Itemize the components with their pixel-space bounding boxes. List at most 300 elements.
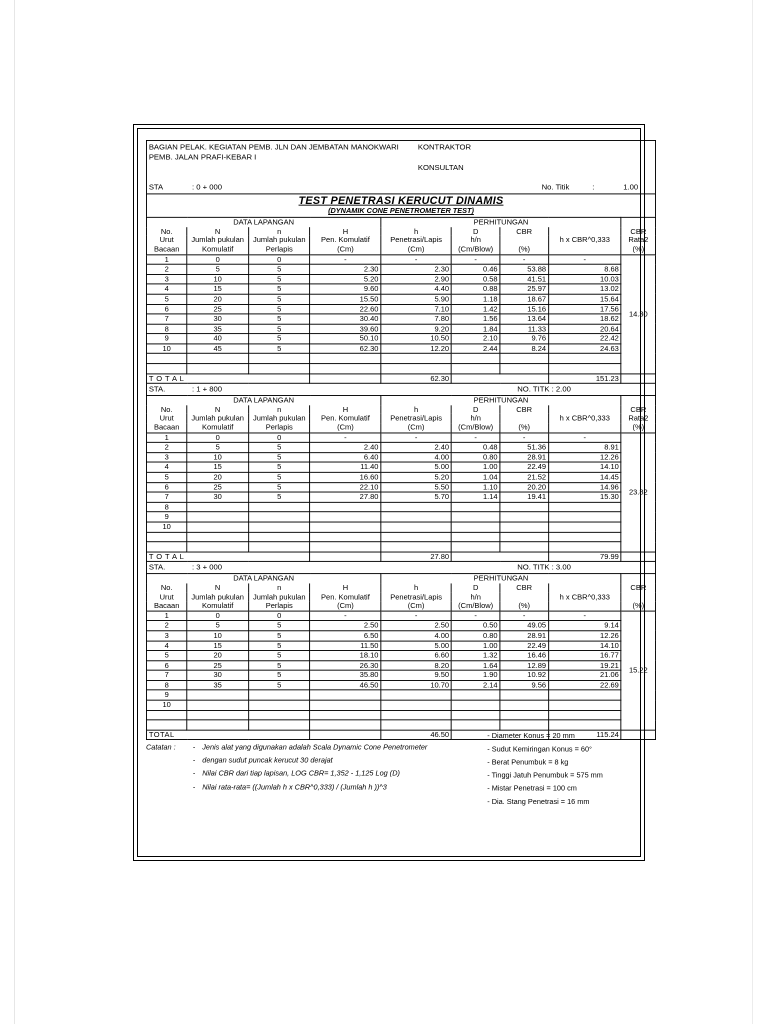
section-1 xyxy=(146,217,656,384)
column-header-c1: Bacaan xyxy=(146,245,186,254)
table-row xyxy=(146,314,655,324)
column-header-c1: No. xyxy=(146,583,186,592)
table-cell: 4 xyxy=(146,641,186,651)
note-left-3: Nilai CBR dari tiap lapisan, LOG CBR= 1,352 - 1,125 Log (D) xyxy=(202,769,400,778)
blank-cell xyxy=(146,720,186,730)
title-block xyxy=(146,193,656,217)
table-cell: 9 xyxy=(146,512,186,522)
table-cell: 20.64 xyxy=(548,324,621,334)
table-row xyxy=(146,641,655,651)
column-header-c1: No. xyxy=(146,405,186,414)
table-row xyxy=(146,482,655,492)
table-cell: 10.92 xyxy=(500,670,548,680)
table-cell xyxy=(187,502,249,512)
table-cell: 5 xyxy=(248,344,310,354)
table-cell: 5 xyxy=(248,661,310,671)
document-subtitle: (DYNAMIK CONE PENETROMETER TEST) xyxy=(328,206,474,216)
column-header-c4: (Cm) xyxy=(310,245,381,254)
table-cell: 9.76 xyxy=(500,334,548,344)
column-header-c7: CBR xyxy=(500,227,548,236)
blank-cell xyxy=(310,354,381,364)
table-cell: 4 xyxy=(146,284,186,294)
table-cell: 2 xyxy=(146,621,186,631)
table-cell: 4 xyxy=(146,462,186,472)
table-cell: 8.91 xyxy=(548,443,621,453)
blank-cell xyxy=(500,532,548,542)
table-cell: 11.33 xyxy=(500,324,548,334)
table-row xyxy=(146,512,655,522)
table-cell: 1.64 xyxy=(451,661,499,671)
table-cell: 5 xyxy=(146,651,186,661)
table-cell: 5 xyxy=(248,621,310,631)
table-cell: 62.30 xyxy=(310,344,381,354)
blank-cell xyxy=(500,710,548,720)
table-cell: 50.10 xyxy=(310,334,381,344)
column-header-c5: h xyxy=(381,583,452,592)
table-cell xyxy=(451,512,499,522)
table-cell xyxy=(381,690,452,700)
column-header-c8 xyxy=(548,405,621,414)
table-cell xyxy=(500,690,548,700)
cbr-rata-value: 14.30 xyxy=(621,254,655,373)
group-perhitungan: PERHITUNGAN xyxy=(381,218,621,227)
table-cell: 0 xyxy=(248,433,310,443)
table-cell: 51.36 xyxy=(500,443,548,453)
column-header-c9b xyxy=(621,592,655,601)
table-cell: 10 xyxy=(187,631,249,641)
table-cell: 2.90 xyxy=(381,274,452,284)
total-h: 27.80 xyxy=(381,552,452,562)
table-row xyxy=(146,670,655,680)
total-x: 115.24 xyxy=(548,730,621,740)
table-cell: 20 xyxy=(187,651,249,661)
notes-dash-3: - xyxy=(192,769,196,778)
table-cell: 5 xyxy=(248,631,310,641)
table-cell xyxy=(500,700,548,710)
page-edge-left xyxy=(14,0,15,1024)
blank-cell xyxy=(381,354,452,364)
column-header-c3: Jumlah pukulan xyxy=(248,236,310,245)
blank-row xyxy=(146,532,655,542)
section-titik: NO. TITK : 2.00 xyxy=(517,384,571,394)
total-label: TOTAL xyxy=(146,730,310,740)
document-title: TEST PENETRASI KERUCUT DINAMIS xyxy=(298,195,504,207)
table-cell: 15 xyxy=(187,462,249,472)
table-cell: 1.00 xyxy=(451,641,499,651)
cbr-rata-value: 23.82 xyxy=(621,433,655,552)
total-blank xyxy=(310,730,381,740)
table-cell: 14.45 xyxy=(548,472,621,482)
table-cell xyxy=(310,690,381,700)
column-header-c8: h x CBR^0,333 xyxy=(548,236,621,245)
table-cell: - xyxy=(310,254,381,264)
table-cell: 0.48 xyxy=(451,443,499,453)
table-cell xyxy=(248,522,310,532)
table-cell: 0 xyxy=(187,433,249,443)
total-h: 62.30 xyxy=(381,374,452,384)
header-kontraktor: KONTRAKTOR xyxy=(417,142,472,152)
table-cell: 12.26 xyxy=(548,452,621,462)
sections-container xyxy=(146,217,656,740)
table-cell: 5 xyxy=(248,472,310,482)
table-cell: 28.91 xyxy=(500,452,548,462)
table-cell: 12.26 xyxy=(548,631,621,641)
table-cell: 14.10 xyxy=(548,641,621,651)
table-cell: 46.50 xyxy=(310,680,381,690)
note-left-1: Jenis alat yang digunakan adalah Scala Dynamic Cone Penetrometer xyxy=(202,743,428,752)
table-cell: 5 xyxy=(248,294,310,304)
document-content xyxy=(146,140,656,832)
table-cell: 1.84 xyxy=(451,324,499,334)
table-cell: 25 xyxy=(187,482,249,492)
column-header-c2: Komulatif xyxy=(187,423,249,432)
column-header-c2: N xyxy=(187,227,249,236)
table-cell: 8 xyxy=(146,680,186,690)
data-table xyxy=(146,217,656,384)
blank-cell xyxy=(248,532,310,542)
table-cell: 2.40 xyxy=(310,443,381,453)
table-row xyxy=(146,502,655,512)
table-row xyxy=(146,433,655,443)
table-cell: 2.30 xyxy=(310,264,381,274)
table-cell: 22.69 xyxy=(548,680,621,690)
blank-cell xyxy=(548,364,621,374)
table-cell: - xyxy=(500,611,548,621)
blank-cell xyxy=(548,720,621,730)
table-cell: 19.21 xyxy=(548,661,621,671)
table-row xyxy=(146,651,655,661)
table-cell: 22.60 xyxy=(310,304,381,314)
table-row xyxy=(146,690,655,700)
table-cell: - xyxy=(381,433,452,443)
header-titik-value: 1.00 xyxy=(623,183,639,192)
table-cell: 53.88 xyxy=(500,264,548,274)
column-header-c2: Jumlah pukulan xyxy=(187,592,249,601)
table-row xyxy=(146,334,655,344)
column-header-c9a: Rata2 xyxy=(621,236,655,245)
table-cell: 4.00 xyxy=(381,452,452,462)
table-cell: - xyxy=(310,611,381,621)
total-x: 79.99 xyxy=(548,552,621,562)
table-cell xyxy=(187,700,249,710)
column-header-c9a: (%) xyxy=(621,423,655,432)
blank-cell xyxy=(451,720,499,730)
table-cell: 6 xyxy=(146,661,186,671)
blank-cell xyxy=(187,720,249,730)
section-sta-value: : 1 + 800 xyxy=(191,384,223,394)
table-cell: 30 xyxy=(187,670,249,680)
column-header-c5: (Cm) xyxy=(381,245,452,254)
column-header-c9a: (%) xyxy=(621,245,655,254)
column-header-c7 xyxy=(500,592,548,601)
column-header-c4: Pen. Komulatif xyxy=(310,414,381,423)
table-cell: - xyxy=(310,433,381,443)
column-header-c2: N xyxy=(187,583,249,592)
table-cell: 30 xyxy=(187,314,249,324)
column-header-c3: Perlapis xyxy=(248,245,310,254)
column-header-c4: H xyxy=(310,227,381,236)
table-cell: 27.80 xyxy=(310,492,381,502)
table-cell: 1.14 xyxy=(451,492,499,502)
table-cell: 26.30 xyxy=(310,661,381,671)
table-cell: 1.32 xyxy=(451,651,499,661)
table-cell: - xyxy=(548,254,621,264)
note-right-5: - Mistar Penetrasi = 100 cm xyxy=(487,784,577,793)
table-row xyxy=(146,452,655,462)
column-header-c5: h xyxy=(381,405,452,414)
table-cell: - xyxy=(451,254,499,264)
blank-cell xyxy=(381,532,452,542)
table-cell: 2.50 xyxy=(381,621,452,631)
cbr-rata-value: 15.22 xyxy=(621,611,655,730)
table-cell: 7.10 xyxy=(381,304,452,314)
table-cell: 30 xyxy=(187,492,249,502)
column-header-c9a: CBR xyxy=(621,227,655,236)
table-cell: 2.14 xyxy=(451,680,499,690)
column-header-c9a: Rata2 xyxy=(621,414,655,423)
table-cell: - xyxy=(451,611,499,621)
table-cell: 0.80 xyxy=(451,452,499,462)
table-cell: 5 xyxy=(146,294,186,304)
table-cell: 35 xyxy=(187,324,249,334)
table-cell: 5 xyxy=(248,651,310,661)
table-cell: 1.42 xyxy=(451,304,499,314)
notes-dash-4: - xyxy=(192,783,196,792)
table-cell: 18.10 xyxy=(310,651,381,661)
table-cell: 8.24 xyxy=(500,344,548,354)
group-blank xyxy=(621,218,655,227)
column-header-c1: Urut xyxy=(146,592,186,601)
table-cell: 15.30 xyxy=(548,492,621,502)
table-cell xyxy=(381,512,452,522)
header-line2: PEMB. JALAN PRAFI-KEBAR I xyxy=(148,153,257,162)
section-sta-row xyxy=(146,562,656,573)
column-header-c7: CBR xyxy=(500,583,548,592)
table-cell: 20 xyxy=(187,294,249,304)
blank-cell xyxy=(310,542,381,552)
table-cell: - xyxy=(548,433,621,443)
table-cell xyxy=(451,700,499,710)
blank-cell xyxy=(451,542,499,552)
table-row xyxy=(146,621,655,631)
table-cell: 15.16 xyxy=(500,304,548,314)
table-cell: 2 xyxy=(146,264,186,274)
blank-row xyxy=(146,542,655,552)
blank-cell xyxy=(146,542,186,552)
table-cell: 2.10 xyxy=(451,334,499,344)
column-header-c8: h x CBR^0,333 xyxy=(548,414,621,423)
table-cell xyxy=(451,502,499,512)
table-cell: 2.44 xyxy=(451,344,499,354)
blank-cell xyxy=(548,542,621,552)
table-cell: 14.10 xyxy=(548,462,621,472)
column-header-c7: (%) xyxy=(500,245,548,254)
table-cell: 22.49 xyxy=(500,641,548,651)
table-cell: 10.50 xyxy=(381,334,452,344)
table-cell: 14.96 xyxy=(548,482,621,492)
column-header-c6: (Cm/Blow) xyxy=(451,423,499,432)
group-data-lapangan: DATA LAPANGAN xyxy=(146,574,380,583)
table-cell: 0 xyxy=(187,611,249,621)
group-data-lapangan: DATA LAPANGAN xyxy=(146,218,380,227)
column-header-c5: (Cm) xyxy=(381,601,452,610)
table-cell: 4.40 xyxy=(381,284,452,294)
header-titik-label: No. Titik xyxy=(541,183,570,192)
table-cell: 40 xyxy=(187,334,249,344)
column-header-c8 xyxy=(548,245,621,254)
column-header-c6: D xyxy=(451,405,499,414)
column-header-c8 xyxy=(548,227,621,236)
table-cell xyxy=(248,502,310,512)
blank-cell xyxy=(248,710,310,720)
blank-cell xyxy=(451,532,499,542)
table-cell xyxy=(310,512,381,522)
table-cell: - xyxy=(500,433,548,443)
table-row xyxy=(146,284,655,294)
table-cell: 5 xyxy=(187,621,249,631)
table-cell: 1.18 xyxy=(451,294,499,304)
table-cell: 6 xyxy=(146,304,186,314)
table-row xyxy=(146,492,655,502)
table-cell: 5 xyxy=(248,452,310,462)
column-header-c1: Bacaan xyxy=(146,423,186,432)
column-header-c5: Penetrasi/Lapis xyxy=(381,236,452,245)
column-header-c9b: (%) xyxy=(621,601,655,610)
table-cell xyxy=(187,522,249,532)
data-table xyxy=(146,395,656,562)
table-cell: 5 xyxy=(248,334,310,344)
table-cell: 5 xyxy=(248,670,310,680)
table-cell: 5.20 xyxy=(381,472,452,482)
table-cell: 10 xyxy=(146,344,186,354)
total-blank xyxy=(451,374,548,384)
blank-cell xyxy=(548,532,621,542)
data-table xyxy=(146,573,656,740)
column-header-c1: No. xyxy=(146,227,186,236)
column-header-c2: Komulatif xyxy=(187,245,249,254)
section-sta-label: STA. xyxy=(148,384,166,394)
column-header-c3: n xyxy=(248,583,310,592)
table-cell xyxy=(451,690,499,700)
blank-cell xyxy=(451,710,499,720)
total-blank xyxy=(621,730,655,740)
column-header-c8: h x CBR^0,333 xyxy=(548,592,621,601)
blank-cell xyxy=(248,354,310,364)
blank-cell xyxy=(248,542,310,552)
column-header-c6: h/n xyxy=(451,236,499,245)
table-cell: 6 xyxy=(146,482,186,492)
column-header-c1: Urut xyxy=(146,414,186,423)
table-cell: 20 xyxy=(187,472,249,482)
header-sta-label: STA xyxy=(148,183,164,192)
table-cell: 13.02 xyxy=(548,284,621,294)
blank-cell xyxy=(187,532,249,542)
group-blank xyxy=(621,574,655,583)
table-cell: 5 xyxy=(146,472,186,482)
table-cell: 9.60 xyxy=(310,284,381,294)
column-header-c7: (%) xyxy=(500,423,548,432)
header-konsultan: KONSULTAN xyxy=(417,163,464,172)
table-cell: 5 xyxy=(187,264,249,274)
table-cell: 6.40 xyxy=(310,452,381,462)
table-cell: 18.67 xyxy=(500,294,548,304)
table-cell: 5.00 xyxy=(381,641,452,651)
table-cell: 4.00 xyxy=(381,631,452,641)
table-cell: 49.05 xyxy=(500,621,548,631)
table-cell: 5 xyxy=(248,314,310,324)
total-blank xyxy=(310,552,381,562)
table-row xyxy=(146,472,655,482)
column-header-c6: h/n xyxy=(451,592,499,601)
blank-cell xyxy=(146,532,186,542)
total-row xyxy=(146,552,655,562)
table-cell: 3 xyxy=(146,452,186,462)
blank-cell xyxy=(381,710,452,720)
table-cell: 30.40 xyxy=(310,314,381,324)
table-cell: 8.20 xyxy=(381,661,452,671)
table-cell xyxy=(248,690,310,700)
section-sta-row xyxy=(146,384,656,395)
section-3 xyxy=(146,562,656,740)
table-cell: 8.68 xyxy=(548,264,621,274)
table-cell: 2 xyxy=(146,443,186,453)
table-row xyxy=(146,661,655,671)
total-blank xyxy=(310,374,381,384)
table-cell: 41.51 xyxy=(500,274,548,284)
table-cell: 15 xyxy=(187,641,249,651)
table-cell xyxy=(187,690,249,700)
blank-cell xyxy=(500,720,548,730)
column-header-c2: N xyxy=(187,405,249,414)
column-header-c6: (Cm/Blow) xyxy=(451,601,499,610)
table-row xyxy=(146,324,655,334)
table-cell: 0 xyxy=(248,611,310,621)
table-cell xyxy=(451,522,499,532)
column-header-c3: n xyxy=(248,227,310,236)
table-cell: 9.50 xyxy=(381,670,452,680)
table-cell: 1.00 xyxy=(451,462,499,472)
table-cell: 39.60 xyxy=(310,324,381,334)
table-cell: 9.14 xyxy=(548,621,621,631)
section-2 xyxy=(146,384,656,562)
table-row xyxy=(146,294,655,304)
table-cell: 5.50 xyxy=(381,482,452,492)
blank-cell xyxy=(381,720,452,730)
group-blank xyxy=(621,396,655,405)
table-cell: 21.52 xyxy=(500,472,548,482)
column-header-c3: Perlapis xyxy=(248,423,310,432)
group-data-lapangan: DATA LAPANGAN xyxy=(146,396,380,405)
column-header-c4: (Cm) xyxy=(310,601,381,610)
table-cell: 11.40 xyxy=(310,462,381,472)
table-cell: 21.06 xyxy=(548,670,621,680)
table-cell: 1.56 xyxy=(451,314,499,324)
table-cell: 5 xyxy=(248,264,310,274)
column-header-c9b: CBR xyxy=(621,583,655,592)
blank-row xyxy=(146,354,655,364)
table-cell: 10 xyxy=(187,274,249,284)
column-header-c8 xyxy=(548,601,621,610)
blank-cell xyxy=(451,354,499,364)
table-cell: 45 xyxy=(187,344,249,354)
blank-cell xyxy=(146,364,186,374)
table-cell: 8 xyxy=(146,324,186,334)
table-cell: 5 xyxy=(248,304,310,314)
blank-cell xyxy=(500,354,548,364)
table-cell: 10 xyxy=(146,700,186,710)
table-cell: 7 xyxy=(146,314,186,324)
blank-cell xyxy=(451,364,499,374)
